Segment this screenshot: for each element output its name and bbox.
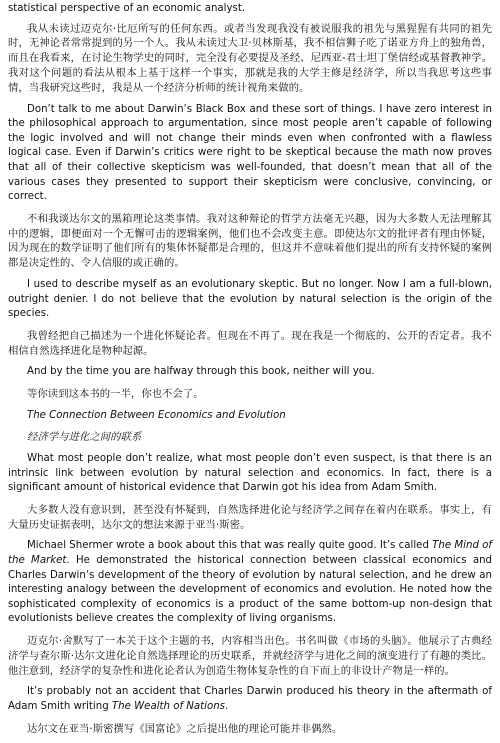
section-heading-en: The Connection Between Economics and Evolution xyxy=(27,409,286,421)
book-title-mind-of-market: The Mind of the Market xyxy=(8,540,492,567)
paragraph-en-4: And by the time you are halfway through this book, neither will you. xyxy=(27,366,375,378)
paragraph-en-6 xyxy=(8,539,492,627)
paragraph-cn-6: 迈克尔·舍默写了一本关于这个主题的书，内容相当出色。书名叫做《市场的头脑》。他展示了古典经济学与查尔斯·达尔文进化论自然选择理论的历史联系，并就经济学与进化之间的演变进行了有趣的类比。他注意到，经济学的复杂性和进化论者认为创造生物体复杂性的自下而上的非设计产物是一样的。 xyxy=(8,635,492,677)
paragraph-cn-7: 达尔文在亚当·斯密撰写《国富论》之后提出他的理论可能并非偶然。 xyxy=(27,722,343,735)
paragraph-en-7-before: It’s probably not an accident that Charles Darwin produced his theory in the aftermath of Adam Smith writing xyxy=(8,686,492,712)
paragraph-cn-5: 大多数人没有意识到，甚至没有怀疑到，自然选择进化论与经济学之间存在着内在联系。事实上，有大量历史证据表明，达尔文的想法来源于亚当·斯密。 xyxy=(8,503,492,531)
paragraph-en-6-before: Michael Shermer wrote a book about this that was really quite good. It’s called xyxy=(27,540,433,552)
paragraph-en-5: What most people don’t realize, what most people don’t even suspect, is that there is an intrinsic link between evolution by natural selection and economics. In fact, there is a significant amount of historical evidence that Darwin got his idea from Adam Smith. xyxy=(8,453,492,494)
paragraph-en-6-after: . He demonstrated the historical connection between classical economics and Charles Darwin’s development of the theory of evolution by natural selection, and he drew an interesting analogy between the development of economics and evolution. He noted how the sophisticated complexity of economics is a product of the same bottom-up non-design that evolutionists believe creates the complexity of living organisms. xyxy=(8,555,492,625)
paragraph-cn-1: 我从未读过迈克尔·比厄所写的任何东西。或者当发现我没有被说服我的祖先与黑猩猩有共同的祖先时，无神论者常常提到的另一个人。我从未读过大卫·贝林斯基，我不相信狮子吃了诺亚方舟上的独角兽，而且在我看来，在讨论生物学史的同时，完全没有必要提及圣经、尼西亚-君士坦丁堡信经或基督教神学。我对这个问题的看法从根本上基于这样一个事实，那就是我的大学主修是经济学，所以当我思考这些事情，当我研究这些时，我是从一个经济分析师的统计视角来做的。 xyxy=(8,22,492,94)
section-heading-cn: 经济学与进化之间的联系 xyxy=(27,431,142,444)
paragraph-cn-3: 我曾经把自己描述为一个进化怀疑论者。但现在不再了。现在我是一个彻底的、公开的否定者。我不相信自然选择进化是物种起源。 xyxy=(8,329,492,357)
paragraph-en-2: Don’t talk to me about Darwin’s Black Box and these sort of things. I have zero interest in the philosophical approach to argumentation, since most people aren’t capable of following the logic involved and will not change their minds even when confronted with a flawless logical case. Even if Darwin’s critics were right to be skeptical because the math now proves that all of their collective skepticism was well-founded, that doesn’t mean that all of the various cases they presented to support their skepticism were conclusive, convincing, or correct. xyxy=(8,103,492,203)
document-page xyxy=(8,2,492,743)
paragraph-en-7 xyxy=(8,685,492,714)
paragraph-en-7-after: . xyxy=(224,701,229,712)
paragraph-en-3: I used to describe myself as an evolutionary skeptic. But no longer. Now I am a full-blown, outright denier. I do not believe that the evolution by natural selection is the origin of the species. xyxy=(8,278,492,320)
paragraph-cn-2: 不和我谈达尔文的黑箱理论这类事情。我对这种辩论的哲学方法毫无兴趣，因为大多数人无法理解其中的逻辑，即便面对一个无懈可击的逻辑案例，他们也不会改变主意。即使达尔文的批评者有理由怀疑，因为现在的数学证明了他们所有的集体怀疑都是合理的，但这并不意味着他们提出的所有支持怀疑的案例都是决定性的、令人信服的或正确的。 xyxy=(8,212,492,270)
paragraph-cn-4: 等你读到这本书的一半，你也不会了。 xyxy=(27,387,204,400)
book-title-wealth-of-nations: The Wealth of Nations xyxy=(111,701,225,712)
paragraph-en-1: statistical perspective of an economic analyst. xyxy=(8,3,246,14)
